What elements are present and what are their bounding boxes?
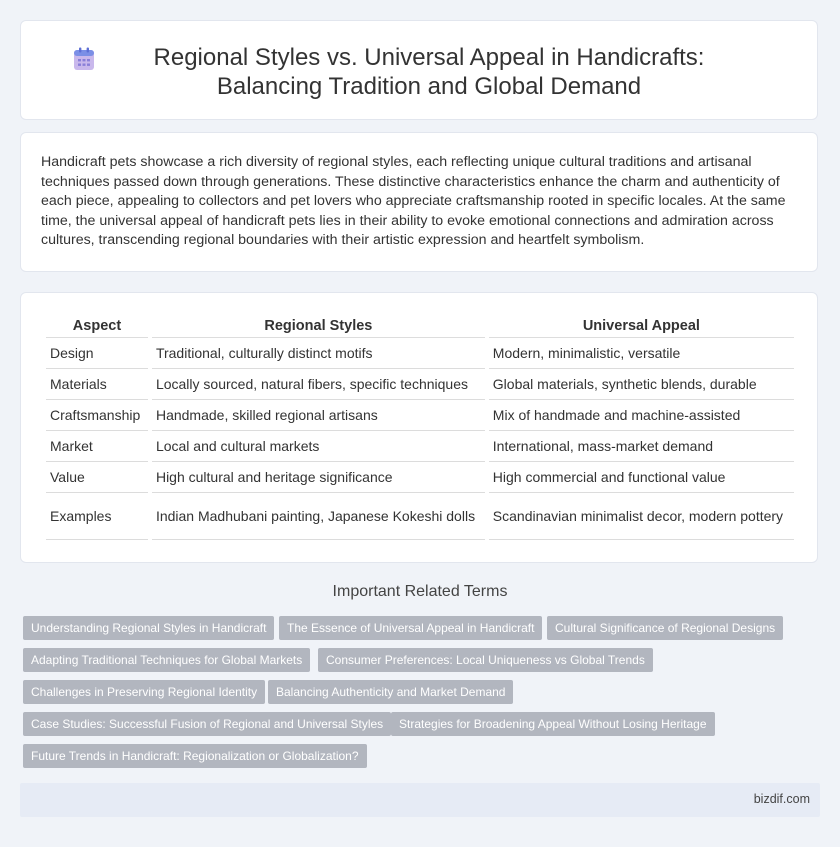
column-header: Regional Styles <box>152 315 485 338</box>
related-term-tag[interactable]: Balancing Authenticity and Market Demand <box>268 680 513 704</box>
table-cell: Mix of handmade and machine-assisted <box>489 400 794 431</box>
table-header-row <box>46 315 794 338</box>
table-cell: Craftsmanship <box>46 400 148 431</box>
table-cell: Handmade, skilled regional artisans <box>152 400 485 431</box>
related-term-tag[interactable]: Case Studies: Successful Fusion of Regional and Universal Styles <box>23 712 391 736</box>
table-cell: High commercial and functional value <box>489 462 794 493</box>
table-cell: Design <box>46 338 148 369</box>
related-term-tag[interactable]: The Essence of Universal Appeal in Handicraft <box>279 616 542 640</box>
site-name[interactable]: bizdif.com <box>753 792 810 806</box>
table-cell: Local and cultural markets <box>152 431 485 462</box>
column-header: Universal Appeal <box>489 315 794 338</box>
table-cell: Examples <box>46 493 148 540</box>
table-row <box>46 462 794 493</box>
related-term-tag[interactable]: Strategies for Broadening Appeal Without Losing Heritage <box>391 712 715 736</box>
related-term-tag[interactable]: Consumer Preferences: Local Uniqueness vs Global Trends <box>318 648 653 672</box>
table-row <box>46 431 794 462</box>
column-header: Aspect <box>46 315 148 338</box>
table-cell: Scandinavian minimalist decor, modern pottery <box>489 493 794 540</box>
related-term-tag[interactable]: Cultural Significance of Regional Designs <box>547 616 783 640</box>
page-title: Regional Styles vs. Universal Appeal in Handicrafts: Balancing Tradition and Global Demand <box>153 44 705 100</box>
related-term-tag[interactable]: Challenges in Preserving Regional Identity <box>23 680 265 704</box>
table-row <box>46 493 794 540</box>
related-term-tag[interactable]: Adapting Traditional Techniques for Global Markets <box>23 648 310 672</box>
table-cell: Market <box>46 431 148 462</box>
intro-card <box>20 132 818 272</box>
table-cell: Materials <box>46 369 148 400</box>
related-terms-title: Important Related Terms <box>332 583 508 600</box>
table-cell: Value <box>46 462 148 493</box>
table-row <box>46 400 794 431</box>
table-cell: International, mass-market demand <box>489 431 794 462</box>
table-cell: Indian Madhubani painting, Japanese Kokeshi dolls <box>152 493 485 540</box>
footer-bar <box>20 783 820 817</box>
intro-paragraph: Handicraft pets showcase a rich diversity of regional styles, each reflecting unique cultural traditions and artisanal techniques passed down through generations. These distinctive characteristics enhance the charm and authenticity of each piece, appealing to collectors and pet lovers who appreciate craftsmanship rooted in specific locales. At the same time, the universal appeal of handicraft pets lies in their ability to evoke emotional connections and admiration across cultures, transcending regional boundaries with their artistic expression and heartfelt symbolism. <box>41 154 786 249</box>
header-card <box>20 20 818 120</box>
table-row <box>46 369 794 400</box>
table-cell: Global materials, synthetic blends, durable <box>489 369 794 400</box>
comparison-table <box>42 315 798 540</box>
table-cell: Traditional, culturally distinct motifs <box>152 338 485 369</box>
related-term-tag[interactable]: Future Trends in Handicraft: Regionalization or Globalization? <box>23 744 367 768</box>
comparison-card <box>20 292 818 563</box>
table-cell: High cultural and heritage significance <box>152 462 485 493</box>
related-term-tag[interactable]: Understanding Regional Styles in Handicraft <box>23 616 274 640</box>
table-row <box>46 338 794 369</box>
table-cell: Modern, minimalistic, versatile <box>489 338 794 369</box>
table-cell: Locally sourced, natural fibers, specific techniques <box>152 369 485 400</box>
